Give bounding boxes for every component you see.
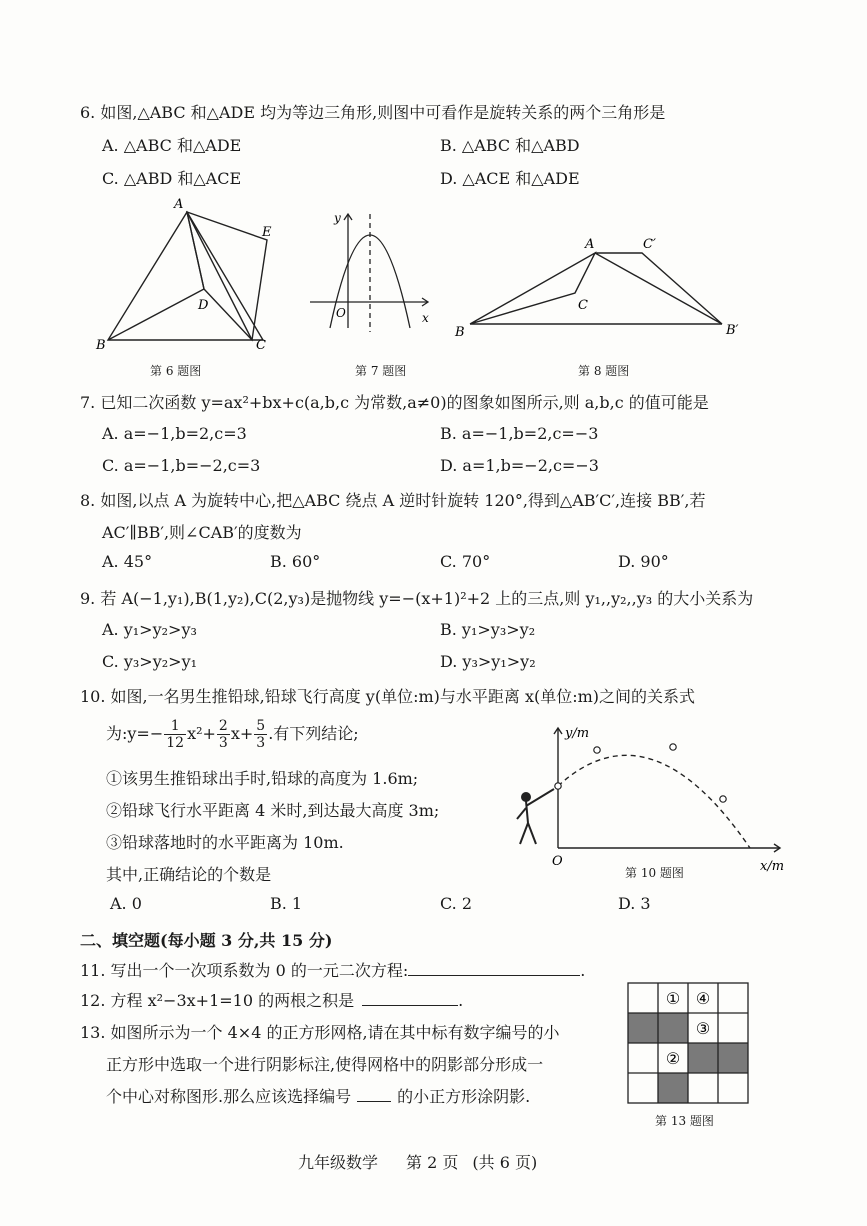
q9-stem: 9. 若 A(−1,y₁),B(1,y₂),C(2,y₃)是抛物线 y=−(x+1)²+2 上的三点,则 y₁,,y₂,,y₃ 的大小关系为 bbox=[80, 589, 754, 608]
fig8-label-c: C bbox=[578, 298, 588, 313]
fig6-label-c: C bbox=[256, 338, 266, 352]
page-footer bbox=[298, 1150, 537, 1173]
figure-13-grid bbox=[627, 982, 751, 1106]
q10-conclusion-3: ③铅球落地时的水平距离为 10m. bbox=[106, 833, 344, 852]
grid-label-1: ① bbox=[665, 989, 681, 1008]
q13-answer-blank[interactable] bbox=[357, 1085, 391, 1102]
q10-option-d: D. 3 bbox=[618, 894, 651, 913]
figure-6 bbox=[90, 192, 280, 352]
q7-option-d: D. a=1,b=−2,c=−3 bbox=[440, 456, 599, 475]
q10-formula-prefix: 为:y=− bbox=[106, 724, 164, 743]
q12-stem: 12. 方程 x²−3x+1=10 的两根之积是 bbox=[80, 991, 355, 1010]
grid-label-3: ③ bbox=[695, 1019, 711, 1038]
q10-stem-line1: 10. 如图,一名男生推铅球,铅球飞行高度 y(单位:m)与水平距离 x(单位:m)之间的关系式 bbox=[80, 687, 696, 706]
fig6-label-b: B bbox=[96, 338, 106, 352]
figure-7 bbox=[300, 200, 440, 340]
q10-formula-mid2: x+ bbox=[230, 724, 254, 743]
q13-line1: 13. 如图所示为一个 4×4 的正方形网格,请在其中标有数字编号的小 bbox=[80, 1023, 560, 1042]
q6-option-a: A. △ABC 和△ADE bbox=[102, 136, 242, 155]
q10-option-c: C. 2 bbox=[440, 894, 473, 913]
fig8-label-b1: B′ bbox=[726, 323, 739, 338]
grid-shaded-cell bbox=[688, 1043, 718, 1073]
fig10-label-x: x/m bbox=[760, 859, 785, 874]
q10-conclusion-1: ①该男生推铅球出手时,铅球的高度为 1.6m; bbox=[106, 769, 419, 788]
q10-ask: 其中,正确结论的个数是 bbox=[106, 865, 272, 884]
fig10-label-o: O bbox=[552, 854, 563, 869]
q8-stem-line2: AC′∥BB′,则∠CAB′的度数为 bbox=[102, 523, 302, 542]
q9-option-d: D. y₃>y₁>y₂ bbox=[440, 652, 536, 671]
q10-conclusion-2: ②铅球飞行水平距离 4 米时,到达最大高度 3m; bbox=[106, 801, 440, 820]
q8-option-b: B. 60° bbox=[270, 552, 321, 571]
q6-stem: 6. 如图,△ABC 和△ADE 均为等边三角形,则图中可看作是旋转关系的两个三角形是 bbox=[80, 103, 666, 122]
q8-option-c: C. 70° bbox=[440, 552, 491, 571]
q8-option-a: A. 45° bbox=[102, 552, 153, 571]
fig13-caption: 第 13 题图 bbox=[655, 1114, 714, 1128]
figure-8 bbox=[450, 228, 775, 343]
q7-option-c: C. a=−1,b=−2,c=3 bbox=[102, 456, 261, 475]
q11: 11. 写出一个一次项系数为 0 的一元二次方程: . bbox=[80, 961, 586, 980]
q9-option-a: A. y₁>y₂>y₃ bbox=[102, 620, 197, 639]
q6-option-d: D. △ACE 和△ADE bbox=[440, 169, 580, 188]
q13-line3: 个中心对称图形.那么应该选择编号 的小正方形涂阴影. bbox=[106, 1087, 531, 1106]
q10-frac2: $\frac{2}{3}$ bbox=[218, 718, 228, 751]
fig8-caption: 第 8 题图 bbox=[578, 364, 630, 378]
fig7-caption: 第 7 题图 bbox=[355, 364, 407, 378]
q7-option-a: A. a=−1,b=2,c=3 bbox=[102, 424, 247, 443]
section-2-heading: 二、填空题(每小题 3 分,共 15 分) bbox=[80, 931, 333, 950]
grid-label-4: ④ bbox=[695, 989, 711, 1008]
fig8-label-c1: C′ bbox=[643, 237, 656, 252]
grid-shaded-cell bbox=[658, 1013, 688, 1043]
q9-option-c: C. y₃>y₂>y₁ bbox=[102, 652, 198, 671]
q13-line2: 正方形中选取一个进行阴影标注,使得网格中的阴影部分形成一 bbox=[106, 1055, 544, 1074]
q12: 12. 方程 x²−3x+1=10 的两根之积是 . bbox=[80, 991, 464, 1010]
fig7-label-o: O bbox=[336, 306, 346, 320]
fig10-label-y: y/m bbox=[565, 726, 590, 741]
fig8-label-a: A bbox=[585, 237, 595, 252]
q10-frac3: $\frac{5}{3}$ bbox=[256, 718, 266, 751]
figure-10 bbox=[510, 720, 795, 880]
q11-stem: 11. 写出一个一次项系数为 0 的一元二次方程: bbox=[80, 961, 409, 980]
fig6-label-e: E bbox=[262, 225, 272, 240]
fig10-caption: 第 10 题图 bbox=[625, 866, 684, 880]
q10-option-b: B. 1 bbox=[270, 894, 303, 913]
grid-label-2: ② bbox=[665, 1049, 681, 1068]
q6-option-b: B. △ABC 和△ABD bbox=[440, 136, 580, 155]
q12-answer-blank[interactable] bbox=[362, 989, 458, 1006]
q6-option-c: C. △ABD 和△ACE bbox=[102, 169, 242, 188]
footer-total: (共 6 页) bbox=[472, 1153, 538, 1172]
fig6-label-a: A bbox=[174, 197, 184, 212]
grid-shaded-cell bbox=[718, 1043, 748, 1073]
fig7-label-y: y bbox=[334, 211, 341, 225]
fig8-label-b: B bbox=[455, 325, 465, 340]
q7-option-b: B. a=−1,b=2,c=−3 bbox=[440, 424, 599, 443]
q10-frac1: $\frac{1}{12}$ bbox=[166, 718, 185, 751]
footer-page: 第 2 页 bbox=[406, 1153, 459, 1172]
q9-option-b: B. y₁>y₃>y₂ bbox=[440, 620, 536, 639]
fig6-label-d: D bbox=[198, 298, 209, 313]
q7-stem: 7. 已知二次函数 y=ax²+bx+c(a,b,c 为常数,a≠0)的图象如图所示,则 a,b,c 的值可能是 bbox=[80, 393, 709, 412]
q10-formula-suffix: .有下列结论; bbox=[268, 724, 359, 743]
shot-putter-figure bbox=[517, 789, 554, 844]
q10-formula bbox=[106, 718, 359, 751]
fig6-caption: 第 6 题图 bbox=[150, 364, 202, 378]
q8-option-d: D. 90° bbox=[618, 552, 669, 571]
footer-subject: 九年级数学 bbox=[298, 1153, 379, 1172]
fig7-label-x: x bbox=[422, 311, 429, 325]
grid-shaded-cell bbox=[658, 1073, 688, 1103]
q11-answer-blank[interactable] bbox=[408, 959, 580, 976]
q10-formula-mid1: x²+ bbox=[187, 724, 216, 743]
q10-option-a: A. 0 bbox=[110, 894, 142, 913]
grid-shaded-cell bbox=[628, 1013, 658, 1043]
q8-stem-line1: 8. 如图,以点 A 为旋转中心,把△ABC 绕点 A 逆时针旋转 120°,得到△AB′C′,连接 BB′,若 bbox=[80, 491, 706, 510]
